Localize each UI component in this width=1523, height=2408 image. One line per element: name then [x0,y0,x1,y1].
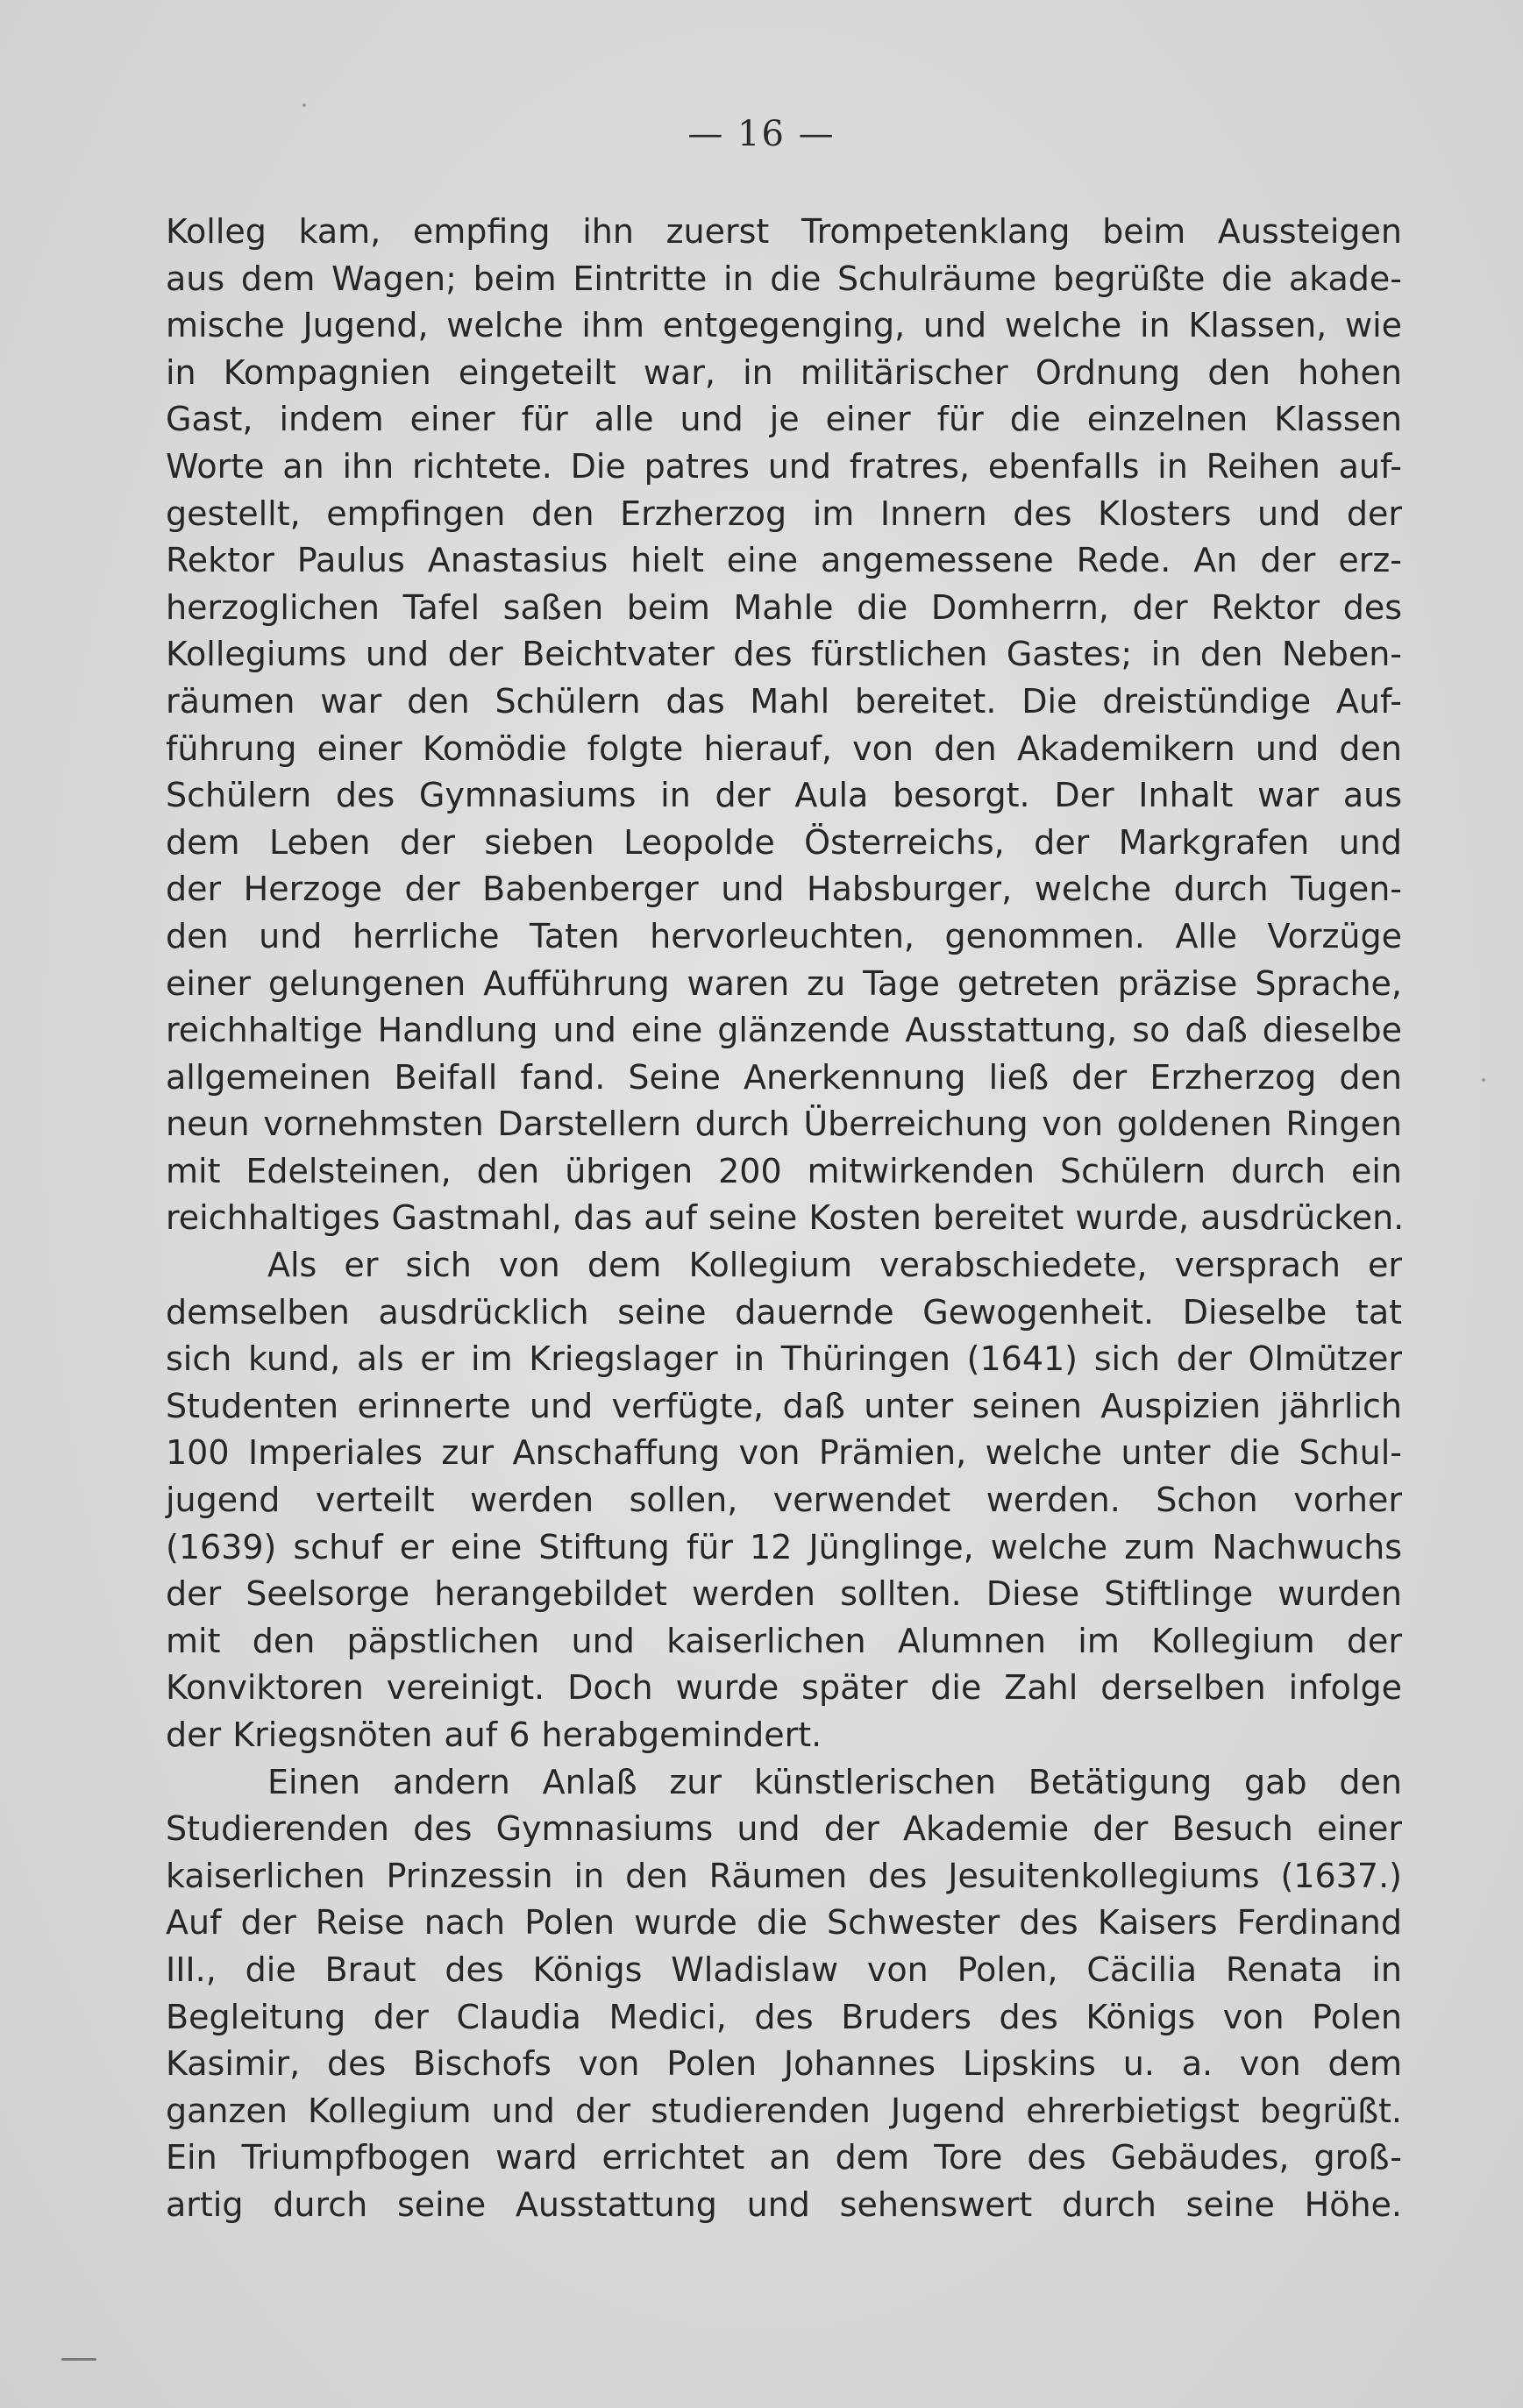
text-line: sich kund, als er im Kriegslager in Thüringen (1641) sich der Olmützer [166,1339,1402,1379]
text-line: Einen andern Anlaß zur künstlerischen Betätigung gab den [267,1762,1402,1801]
text-line: räumen war den Schülern das Mahl bereitet. Die dreistündige Auf- [166,681,1402,721]
text-line: ganzen Kollegium und der studierenden Jugend ehrerbietigst begrüßt. [166,2091,1402,2130]
page-number: — 16 — [687,114,836,154]
text-line: gestellt, empfingen den Erzherzog im Innern des Klosters und der [166,494,1402,533]
text-line: demselben ausdrücklich seine dauernde Gewogenheit. Dieselbe tat [166,1292,1402,1332]
text-line: dem Leben der sieben Leopolde Österreichs, der Markgrafen und [166,822,1402,862]
text-line: aus dem Wagen; beim Eintritte in die Schulräume begrüßte die akade- [166,259,1402,298]
text-line: Konviktoren vereinigt. Doch wurde später die Zahl derselben infolge [166,1668,1402,1708]
text-line: Kasimir, des Bischofs von Polen Johannes Lipskins u. a. von dem [166,2044,1402,2084]
text-line: Kolleg kam, empfing ihn zuerst Trompetenklang beim Aussteigen [166,212,1402,251]
text-line: Ein Triumpfbogen ward errichtet an dem Tore des Gebäudes, groß- [166,2138,1402,2177]
paper-speck [302,103,306,107]
text-line: Schülern des Gymnasiums in der Aula besorgt. Der Inhalt war aus [166,776,1402,815]
text-line: Rektor Paulus Anastasius hielt eine angemessene Rede. An der erz- [166,541,1402,580]
text-line: in Kompagnien eingeteilt war, in militärischer Ordnung den hohen [166,352,1402,392]
text-line: herzoglichen Tafel saßen beim Mahle die Domherrn, der Rektor des [166,587,1402,627]
text-line: den und herrliche Taten hervorleuchten, genommen. Alle Vorzüge [166,916,1402,955]
text-line: mische Jugend, welche ihm entgegenging, und welche in Klassen, wie [166,306,1402,345]
text-line: Gast, indem einer für alle und je einer für die einzelnen Klassen [166,400,1402,439]
text-line: mit den päpstlichen und kaiserlichen Alumnen im Kollegium der [166,1621,1402,1660]
text-line: der Kriegsnöten auf 6 herabgemindert. [166,1715,822,1754]
text-line: (1639) schuf er eine Stiftung für 12 Jünglinge, welche zum Nachwuchs [166,1527,1402,1566]
body-text [166,209,1405,2229]
paper-speck [1482,1078,1485,1082]
text-line: neun vornehmsten Darstellern durch Überreichung von goldenen Ringen [166,1105,1402,1144]
text-line: allgemeinen Beifall fand. Seine Anerkennung ließ der Erzherzog den [166,1057,1402,1097]
text-line: 100 Imperiales zur Anschaffung von Prämien, welche unter die Schul- [166,1433,1402,1473]
paper-speck [61,2358,96,2361]
text-line: einer gelungenen Aufführung waren zu Tage getreten präzise Sprache, [166,963,1402,1003]
text-line: reichhaltiges Gastmahl, das auf seine Kosten bereitet wurde, ausdrücken. [166,1198,1405,1238]
text-line: der Herzoge der Babenberger und Habsburger, welche durch Tugen- [166,870,1402,909]
text-line: Studenten erinnerte und verfügte, daß unter seinen Auspizien jährlich [166,1386,1402,1425]
paragraph-3 [166,1759,1402,2229]
text-line: Auf der Reise nach Polen wurde die Schwester des Kaisers Ferdinand [166,1903,1402,1943]
text-line: Begleitung der Claudia Medici, des Bruders des Königs von Polen [166,1997,1402,2036]
text-line: Worte an ihn richtete. Die patres und fratres, ebenfalls in Reihen auf- [166,446,1402,486]
paragraph-2 [166,1242,1402,1759]
text-line: mit Edelsteinen, den übrigen 200 mitwirkenden Schülern durch ein [166,1151,1402,1190]
text-line: Als er sich von dem Kollegium verabschiedete, versprach er [267,1246,1402,1285]
text-line: kaiserlichen Prinzessin in den Räumen des Jesuitenkollegiums (1637.) [166,1856,1402,1895]
text-line: der Seelsorge herangebildet werden sollten. Diese Stiftlinge wurden [166,1574,1402,1614]
text-line: reichhaltige Handlung und eine glänzende Ausstattung, so daß dieselbe [166,1011,1402,1050]
text-line: führung einer Komödie folgte hierauf, von den Akademikern und den [166,728,1402,768]
text-line: jugend verteilt werden sollen, verwendet werden. Schon vorher [166,1481,1402,1520]
text-line: Studierenden des Gymnasiums und der Akademie der Besuch einer [166,1809,1402,1849]
text-line: artig durch seine Ausstattung und sehenswert durch seine Höhe. [166,2184,1402,2224]
text-line: III., die Braut des Königs Wladislaw von Polen, Cäcilia Renata in [166,1950,1402,1989]
paragraph-1 [166,209,1405,1242]
text-line: Kollegiums und der Beichtvater des fürstlichen Gastes; in den Neben- [166,635,1402,674]
